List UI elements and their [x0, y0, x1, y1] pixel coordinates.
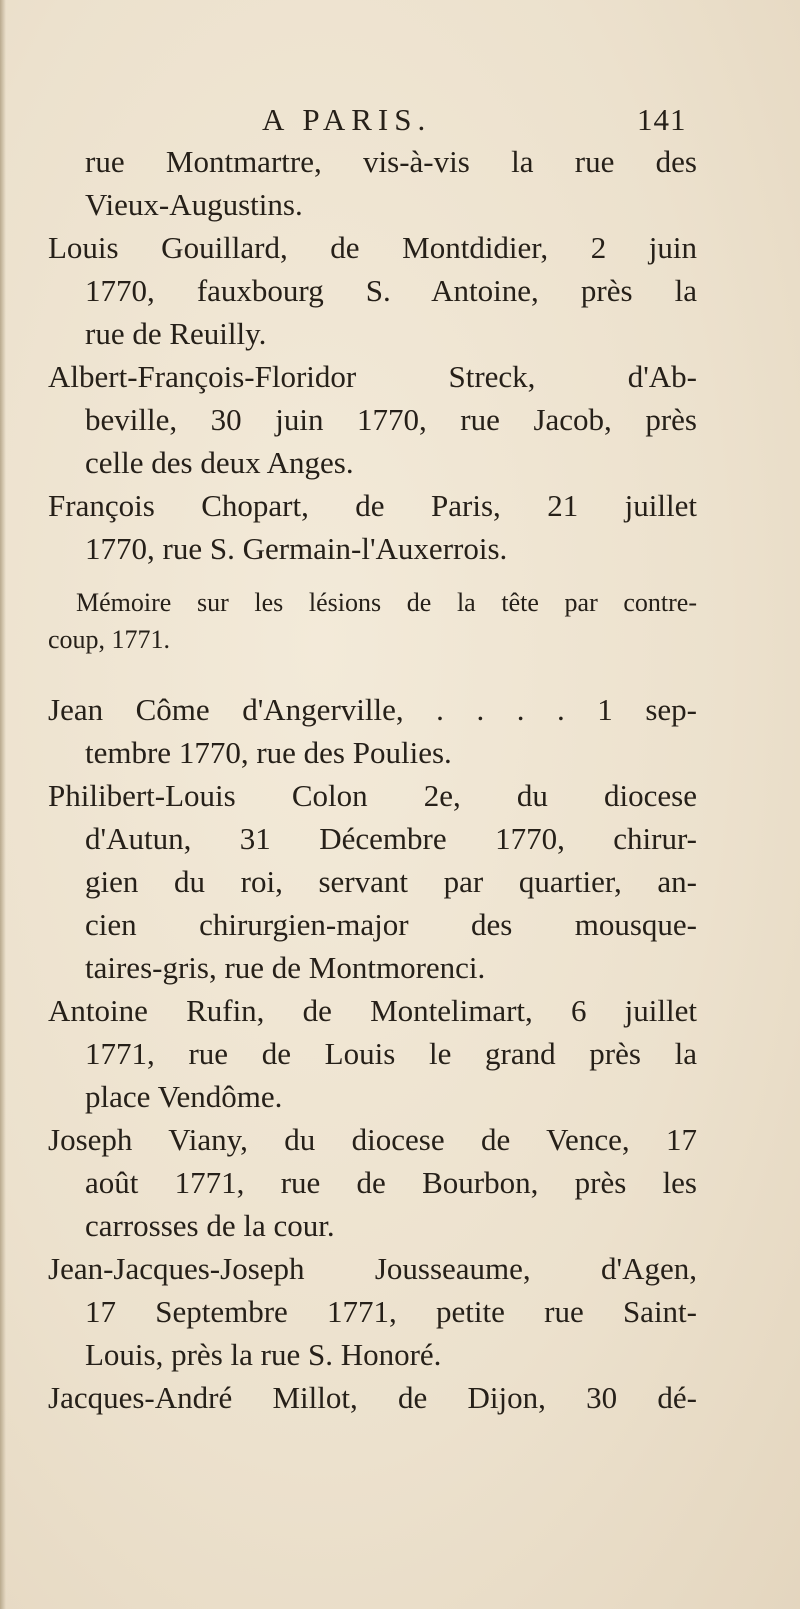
running-head-title: A PARIS. — [262, 102, 432, 137]
text-line: 1771, rue de Louis le grand près la — [85, 1036, 697, 1071]
text-line: Philibert-Louis Colon 2e, du diocese — [48, 778, 697, 813]
text-line: Antoine Rufin, de Montelimart, 6 juillet — [48, 993, 697, 1028]
text-line: Jacques-André Millot, de Dijon, 30 dé- — [48, 1380, 697, 1415]
text-line-small: Mémoire sur les lésions de la tête par contre- — [76, 588, 697, 617]
text-line-small: coup, 1771. — [48, 625, 171, 654]
text-line: août 1771, rue de Bourbon, près les — [85, 1165, 697, 1200]
text-line: celle des deux Anges. — [85, 445, 354, 480]
text-line: rue de Reuilly. — [85, 316, 267, 351]
page-edge-shadow — [0, 0, 6, 1609]
text-line: Jean Côme d'Angerville, . . . . 1 sep- — [48, 692, 697, 727]
text-line: Albert-François-Floridor Streck, d'Ab- — [48, 359, 697, 394]
text-line: Vieux-Augustins. — [85, 187, 303, 222]
text-line: gien du roi, servant par quartier, an- — [85, 864, 697, 899]
page-number: 141 — [637, 102, 687, 137]
text-line: place Vendôme. — [85, 1079, 283, 1114]
text-line: d'Autun, 31 Décembre 1770, chirur- — [85, 821, 697, 856]
text-line: 1770, rue S. Germain-l'Auxerrois. — [85, 531, 508, 566]
text-line: taires-gris, rue de Montmorenci. — [85, 950, 486, 985]
text-line: François Chopart, de Paris, 21 juillet — [48, 488, 697, 523]
text-line: carrosses de la cour. — [85, 1208, 335, 1243]
text-line: 1770, fauxbourg S. Antoine, près la — [85, 273, 697, 308]
text-line: cien chirurgien-major des mousque- — [85, 907, 697, 942]
text-line: Jean-Jacques-Joseph Jousseaume, d'Agen, — [48, 1251, 697, 1286]
text-line: rue Montmartre, vis-à-vis la rue des — [85, 144, 697, 179]
text-line: beville, 30 juin 1770, rue Jacob, près — [85, 402, 697, 437]
text-line: Louis, près la rue S. Honoré. — [85, 1337, 442, 1372]
text-line: Louis Gouillard, de Montdidier, 2 juin — [48, 230, 697, 265]
text-line: Joseph Viany, du diocese de Vence, 17 — [48, 1122, 697, 1157]
text-line: 17 Septembre 1771, petite rue Saint- — [85, 1294, 697, 1329]
running-head — [262, 102, 687, 142]
text-line: tembre 1770, rue des Poulies. — [85, 735, 452, 770]
